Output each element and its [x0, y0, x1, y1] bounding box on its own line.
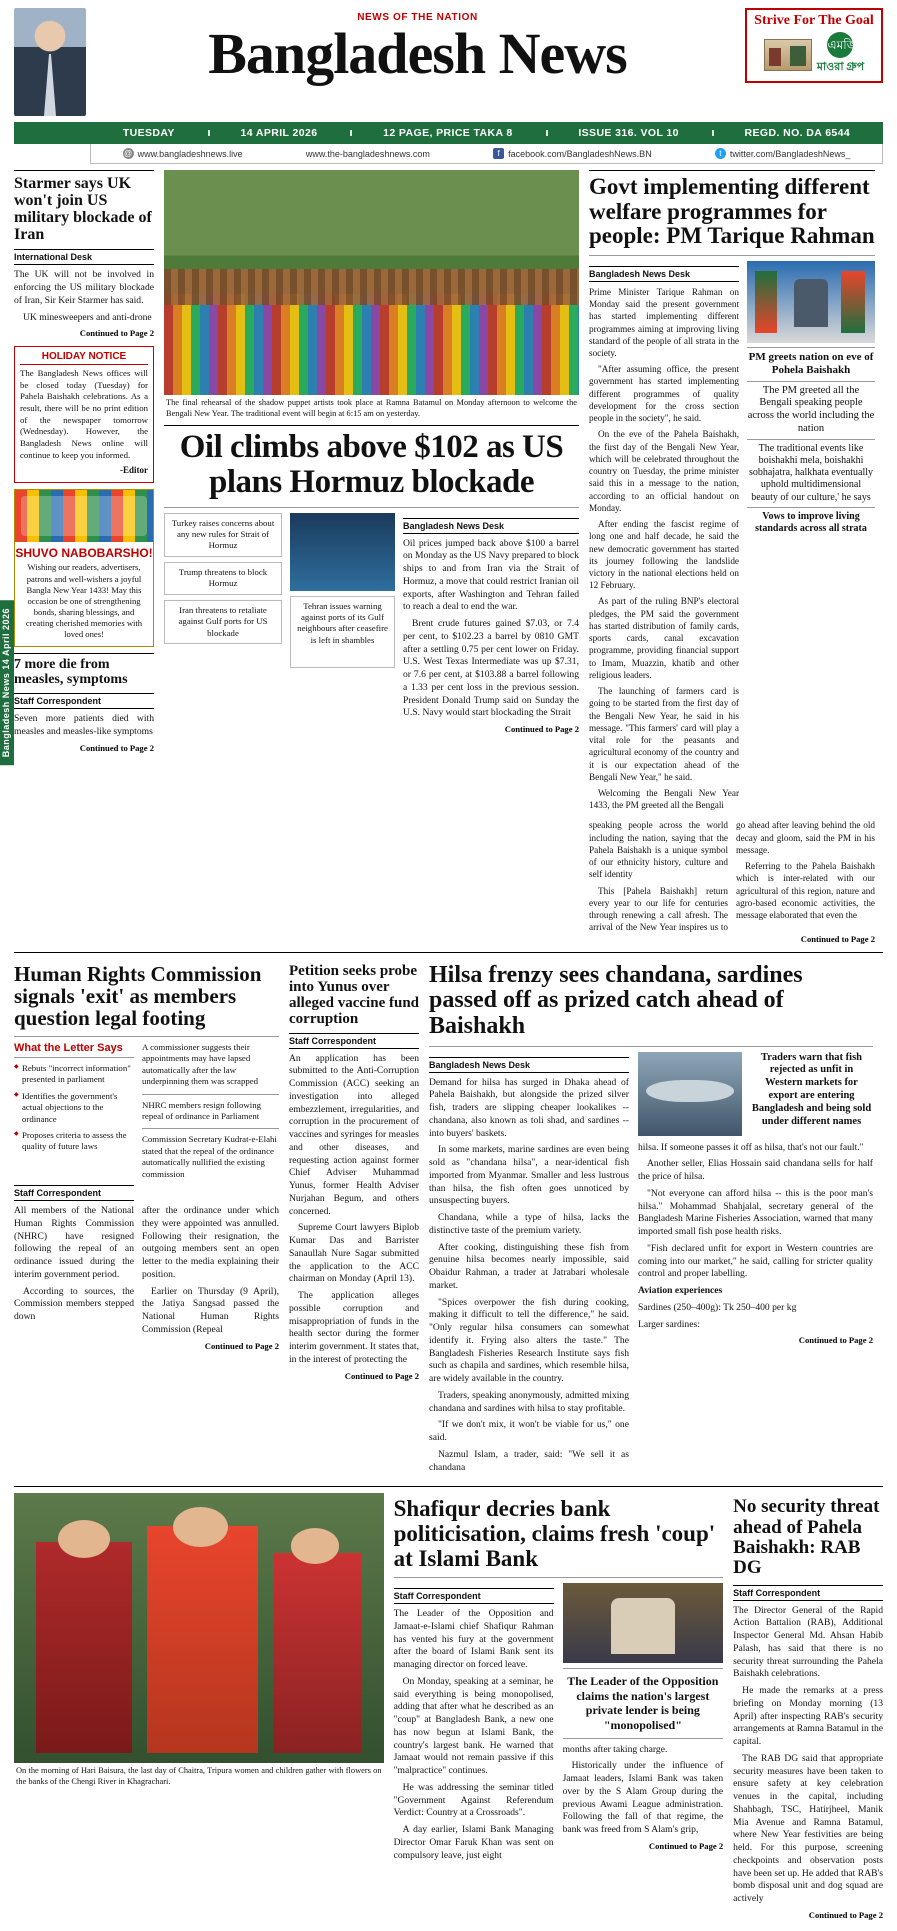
hilsa-byline: Bangladesh News Desk [429, 1057, 629, 1073]
paragraph: "After assuming office, the present government has started implementing different programmes of quality development for the cross section people in the society", he said. [589, 364, 739, 424]
greeting-title: SHUVO NABOBARSHO! [15, 546, 153, 561]
bottom-photo-caption: On the morning of Hari Baisura, the last day of Chaitra, Tripura women and children gather with flowers on the banks of the Chengi River in Khagrachari. [16, 1766, 382, 1786]
rab-body [733, 1605, 883, 1922]
letter-point: ◆ Proposes criteria to assess the quality of future laws [14, 1130, 134, 1153]
bullet-item: Trump threatens to block Hormuz [164, 562, 282, 595]
list-item: Larger sardines: [638, 1318, 700, 1330]
continued-link[interactable]: Continued to Page 2 [504, 724, 579, 735]
pm-sidebar-4: Vows to improve living standards across all strata [755, 510, 867, 534]
paragraph: "If we don't mix, it won't be viable for us," one said. [429, 1419, 629, 1444]
paragraph: Demand for hilsa has surged in Dhaka ahead of Pahela Baishakh, but alongside the prized silver fish, traders are slipping cheaper lookalikes -- chandana, also known as toli shad, and sardines -- into buyers' baskets. [429, 1076, 629, 1139]
paragraph: He was addressing the seminar titled "Government Against Referendum Verdict: Country at a Crossroads". [393, 1781, 554, 1819]
festive-artwork [15, 490, 153, 542]
bottom-section [14, 1493, 883, 1921]
list-item: Sardines (250–400g): Tk 250–400 per kg [638, 1301, 797, 1313]
link-label: facebook.com/BangladeshNews.BN [508, 148, 652, 159]
masthead [14, 8, 883, 116]
petition-headline[interactable]: Petition seeks probe into Yunus over alleged vaccine fund corruption [289, 962, 419, 1027]
continued-link[interactable]: Continued to Page 2 [798, 1335, 873, 1346]
shafiqur-body-1 [394, 1608, 554, 1862]
left-rail [14, 170, 154, 944]
page-title: Bangladesh News [208, 21, 627, 86]
pm-byline: Bangladesh News Desk [589, 266, 739, 282]
paragraph: Chandana, while a type of hilsa, lacks the distinctive taste of the premium variety. [429, 1212, 629, 1236]
shafiqur-columns [394, 1583, 724, 1866]
pm-headline[interactable]: Govt implementing different welfare programmes for people: PM Tarique Rahman [589, 174, 875, 249]
masthead-kicker: NEWS OF THE NATION [357, 12, 478, 23]
continued-link[interactable]: Continued to Page 2 [204, 1340, 279, 1351]
pm-text-col [589, 261, 739, 816]
pm-sidebar-1: PM greets nation on eve of Pohela Baishakh [748, 350, 874, 377]
measles-headline[interactable]: 7 more die from measles, symptoms [14, 656, 128, 687]
bullet-item: Turkey raises concerns about any new rules for Strait of Hormuz [164, 513, 282, 557]
paragraph: On Monday, speaking at a seminar, he said everything is being monopolised, adding that after what he described as an "coup" at Bangladesh Bank, a new one has now begun at Islami Bank, the country's largest bank. He warned that Jamaat would not remain passive if this "malpractice" continues. [393, 1675, 554, 1777]
masthead-ad[interactable] [745, 8, 883, 83]
shafiqur-headline[interactable]: Shafiqur decries bank politicisation, claims fresh 'coup' at Islami Bank [393, 1496, 716, 1571]
hrc-body-col2 [142, 1205, 279, 1352]
paragraph: The Bangladesh News offices will be closed today (Tuesday) for Pahela Baishakh celebrations. As a result, there will be no print edition of the newspaper tomorrow (Wednesday). However, the Bangladesh News online will continue to keep you informed. [20, 367, 148, 460]
pm-photo [747, 261, 875, 343]
continued-link[interactable]: Continued to Page 2 [79, 742, 154, 753]
continued-link[interactable]: Continued to Page 2 [344, 1370, 419, 1381]
shafiqur-pullquote: The Leader of the Opposition claims the nation's largest private lender is being "monopolised" [567, 1674, 719, 1733]
list-title: Aviation experiences [638, 1285, 723, 1297]
hilsa-headline[interactable]: Hilsa frenzy sees chandana, sardines passed off as prized catch ahead of Baishakh [429, 961, 803, 1039]
paragraph: The UK will not be involved in enforcing the US military blockade of Iran, Sir Keir Starmer has said. [14, 269, 154, 306]
paragraph: Oil prices jumped back above $100 a barrel on Monday as the US Navy prepared to block ships to and from Iran via the Strait of Hormuz, a move that could restrict Iranian oil exports, after Washington and Tehran failed to reach a deal to end the war. [403, 537, 579, 613]
rab-article [733, 1493, 883, 1921]
letter-cell: A commissioner suggests their appointments may have lapsed automatically after the law underpinning them was scrapped [142, 1041, 259, 1087]
link-label: www.bangladeshnews.live [137, 148, 243, 159]
hrc-letterbox [14, 1042, 279, 1180]
paragraph: After ending the fascist regime of long one and half decade, he said the new democratic government has started its journey following the landslide victory in the national elections held on 12 February. [589, 519, 739, 591]
paragraph: "Not everyone can afford hilsa -- this is the poor man's hilsa." Mohammad Shahjalal, secretary general of the Bangladesh Marine Fisheries Association, warned that many imported small fish pose health risks. [638, 1187, 873, 1238]
globe-icon: @ [124, 149, 133, 158]
right-column [589, 170, 875, 944]
paragraph: Another seller, Elias Hossain said chandana sells for half the price of hilsa. [638, 1158, 873, 1183]
facebook-icon: f [493, 148, 504, 159]
hilsa-price-list [638, 1285, 873, 1331]
oil-headline[interactable]: Oil climbs above $102 as US plans Hormuz blockade [179, 429, 564, 501]
measles-body [14, 713, 154, 754]
paragraph: According to sources, the Commission members stepped down [14, 1285, 134, 1323]
ad-logo-sub: মাওরা গ্রুপ [816, 61, 865, 73]
tripura-photo [14, 1493, 384, 1763]
edition-vertical-tag: Bangladesh News 14 April 2026 [0, 600, 14, 765]
paragraph: speaking people across the world including the nation, saying that the Pahela Baishakh is a unique symbol of our ethnicity history, culture and self identity [589, 820, 728, 880]
masthead-center [96, 8, 739, 86]
paragraph: An application has been submitted to the Anti-Corruption Commission (ACC) seeking an investigation into alleged embezzlement, irregularities, and corruption in the procurement of vaccines and syringes for measles and other diseases, and requesting action against former Chief Adviser Muhammad Yunus, former Health Adviser Nurjahan Begum, and others concerned. [289, 1052, 420, 1217]
infobar-date: 14 APRIL 2026 [208, 127, 351, 139]
portrait-photo [14, 8, 86, 116]
pm-body-cont [589, 819, 875, 933]
pm-side-col [747, 261, 875, 816]
paragraph: He made the remarks at a press briefing on Monday morning (13 April) after inspecting RAB's security arrangements at Ramna Batamul in the capital. [733, 1685, 883, 1748]
paragraph: Historically under the influence of Jamaat leaders, Islami Bank was taken over by the S Alam Group during the previous Awami League administration. Following the fall of that regime, the bank was freed from S Alam's grip, [562, 1760, 724, 1836]
link-facebook[interactable] [462, 148, 684, 159]
starmer-byline: International Desk [14, 249, 154, 265]
link-label: twitter.com/BangladeshNews_ [729, 148, 851, 159]
oil-photo [290, 513, 395, 591]
top-section [14, 170, 883, 944]
weblinks-bar[interactable] [90, 144, 883, 164]
oil-byline: Bangladesh News Desk [403, 518, 579, 534]
edition-infobar [14, 122, 883, 144]
hilsa-body-1 [429, 1077, 629, 1475]
infobar-pages-price: 12 PAGE, PRICE TAKA 8 [350, 127, 545, 139]
pm-body [589, 286, 739, 812]
oil-bullets [164, 513, 282, 736]
oil-text [403, 513, 579, 736]
paragraph: A day earlier, Islami Bank Managing Director Omar Faruk Khan was sent on compulsory leave, just eight [393, 1824, 554, 1861]
paragraph: UK minesweepers and anti-drone [23, 311, 152, 323]
shafiqur-byline: Staff Correspondent [394, 1588, 554, 1604]
infobar-issue: ISSUE 316. VOL 10 [546, 127, 712, 139]
lead-photo-caption: The final rehearsal of the shadow puppet artists took place at Ramna Batamul on Monday afternoon to welcome the Bengali New Year. The traditional event will begin at 6:15 am on yesterday. [166, 398, 577, 418]
notice-sign: -Editor [120, 465, 148, 476]
hilsa-columns [429, 1052, 873, 1479]
shafiqur-body-2 [563, 1744, 724, 1853]
paragraph: In some markets, marine sardines are even being sold as "chandana hilsa", a near-identical fish imported from Myanmar. Smaller and less lustrous than hilsa, the fish often goes unnoticed by unsuspecting buyers. [429, 1144, 629, 1207]
paragraph: "Fish declared unfit for export in Western countries are coming into our market," he said, calling for stricter quality control and proper labelling. [638, 1242, 873, 1280]
masthead-photo-wrap [14, 8, 90, 116]
letter-point: ◆ Rebuts "incorrect information" presented in parliament [14, 1063, 134, 1086]
pm-sidebar-2: The PM greeted all the Bengali speaking people across the world including the nation [747, 384, 875, 435]
middle-section [14, 959, 883, 1479]
letter-points [14, 1063, 134, 1153]
oil-article [164, 513, 579, 736]
oil-body [403, 538, 579, 736]
hilsa-photo [638, 1052, 742, 1136]
pm-article [589, 261, 875, 816]
paragraph: Brent crude futures gained $7.03, or 7.4 per cent, to $102.23 a barrel by 0810 GMT after a settling 0.75 per cent lower on Friday. U.S. West Texas Intermediate was up $7.31, or 7.6 per cent, at $103.88 a barrel following a 1.33 per cent loss in the previous session. President Donald Trump said on Sunday the U.S. Navy would start blockading the Strait [403, 618, 579, 719]
bottom-photo-block [14, 1493, 384, 1921]
paragraph: Seven more patients died with measles and measles-like symptoms [14, 713, 154, 738]
rab-byline: Staff Correspondent [733, 1585, 883, 1601]
pm-sidebar-3: The traditional events like boishakhi mela, boishakhi sobhajatra, halkhata eventually uphold multidimensional beauty of our culture,' he says [748, 442, 874, 503]
paragraph: after the ordinance under which they were appointed was annulled. Following their resignation, the outgoing members sent an open letter to the media explaining their position. [142, 1205, 279, 1280]
ad-logo [817, 32, 864, 77]
infobar-regd: REGD. NO. DA 6544 [712, 127, 883, 139]
paragraph: hilsa. If someone passes it off as hilsa, that's not our fault." [638, 1141, 864, 1153]
hrc-headline[interactable]: Human Rights Commission signals 'exit' as members question legal footing [14, 961, 262, 1031]
paragraph: Earlier on Thursday (9 April), the Jatiya Sangsad passed the National Human Rights Commission (Repeal [142, 1285, 279, 1335]
bullet-item: Iran threatens to retaliate against Gulf ports for US blockade [164, 600, 282, 644]
paragraph: months after taking charge. [562, 1743, 668, 1755]
ad-body [751, 32, 877, 77]
ad-title: Strive For The Goal [754, 13, 874, 28]
starmer-body [14, 269, 154, 339]
paragraph: Referring to the Pahela Baishakh which is inter-related with our agricultural of this region, nature and agro-based economic activities, the message elaborated that even the [736, 861, 875, 921]
shafiqur-photo [563, 1583, 724, 1663]
paragraph: "Spices overpower the fish during cooking, making it difficult to tell the difference," he said. "Only regular hilsa consumers can somewhat identify it. Frying also alters the taste." The Bangladesh Fisheries Research Institute says fish such as chapila and sardines, which resemble hilsa, are widely available in the country. [429, 1296, 629, 1385]
notice-body [20, 368, 148, 477]
hilsa-top [638, 1052, 873, 1136]
link-twitter[interactable] [683, 148, 882, 159]
link-label: www.the-bangladeshnews.com [305, 148, 430, 159]
holiday-notice [14, 346, 154, 483]
link-website-live[interactable] [91, 148, 274, 159]
paragraph: The launching of farmers card is going to be started from the first day of the Bengali New Year, he said in his message. "This farmers' card will play a vital role for the peasants and agricultural economy of the country and it is our expectation ahead of the Bengali New Year," he said. [589, 686, 739, 782]
link-website-com[interactable] [274, 149, 461, 159]
paragraph: The Leader of the Opposition and Jamaat-e-Islami chief Shafiqur Rahman has vented his fury at the government after the board of Islami Bank sent its managing director on forced leave. [393, 1608, 554, 1671]
letter-point: ◆ Identifies the government's actual objections to the ordinance [14, 1091, 134, 1125]
paragraph: The RAB DG said that appropriate security measures have been taken to ensure safety at key celebration venues in the capital, including Shahbagh, TSC, Hatirjheel, Manik Mia Avenue and Ramna Batamul, where New Year festivities are being held. For this purpose, screening checkpoints and observation posts have been set up. He added that RAB's bomb disposal unit and dog squad are actively [733, 1752, 883, 1905]
paragraph: The Director General of the Rapid Action Battalion (RAB), Additional Inspector General Md. Ahsan Habib Palash, has said that there is no security threat surrounding the Pahela Baishakh celebrations. [733, 1604, 883, 1680]
paragraph: Traders, speaking anonymously, admitted mixing chandana and sardines with hilsa to stay profitable. [429, 1389, 629, 1414]
oil-photo-wrap [290, 513, 395, 736]
starmer-headline[interactable]: Starmer says UK won't join US military blockade of Iran [14, 175, 152, 244]
hrc-body-col1 [14, 1205, 134, 1352]
continued-link[interactable]: Continued to Page 2 [648, 1840, 724, 1851]
continued-link[interactable]: Continued to Page 2 [79, 328, 154, 339]
paragraph: After cooking, distinguishing these fish from genuine hilsa becomes nearly impossible, said Obaidur Rahman, a trader at Jatrabari wholesale market. [429, 1241, 629, 1291]
infobar-day: TUESDAY [122, 127, 175, 139]
ad-box[interactable] [745, 8, 883, 83]
shafiqur-article [394, 1493, 724, 1921]
notice-title: HOLIDAY NOTICE [20, 351, 148, 365]
oil-side-bullet: Tehran issues warning against ports of its Gulf neighbours after ceasefire is left in shambles [290, 596, 395, 668]
hrc-body [14, 1205, 279, 1352]
hrc-article [14, 959, 279, 1479]
paragraph: All members of the National Human Rights Commission (NHRC) have resigned following the repeal of an ordinance issued during the interim government period. [14, 1205, 134, 1280]
new-year-greeting [14, 489, 154, 646]
paragraph: Supreme Court lawyers Biplob Kumar Das and Barrister Sanaullah Nure Sagar submitted the application to the ACC chairman on Monday (April 13). [289, 1222, 419, 1285]
measles-byline: Staff Correspondent [14, 693, 154, 709]
letter-cell: Commission Secretary Kudrat-e-Elahi stated that the repeal of the ordinance automatically nullified the existing commission [142, 1134, 277, 1179]
hilsa-body-2 [638, 1142, 873, 1282]
paragraph: Nazmul Islam, a trader, said: "We sell it as chandana [429, 1448, 629, 1473]
twitter-icon: t [715, 148, 726, 159]
shafiqur-col2 [563, 1583, 724, 1866]
hilsa-article [429, 959, 873, 1479]
petition-body [289, 1053, 419, 1382]
hrc-byline: Staff Correspondent [14, 1185, 134, 1201]
ad-image [764, 39, 812, 71]
paragraph: Prime Minister Tarique Rahman on Monday said the present government has started implementing different programmes aiming at improving living standard of the people of all strata in the society. [589, 286, 739, 358]
paragraph: The application alleges possible corruption and misappropriation of funds in the health sector during the former interim government. It states that, in the interest of protecting the [289, 1290, 419, 1365]
rab-headline[interactable]: No security threat ahead of Pahela Baishakh: RAB DG [733, 1496, 880, 1579]
petition-byline: Staff Correspondent [289, 1033, 419, 1049]
greeting-text: Wishing our readers, advertisers, patrons and well-wishers a joyful Bangla New Year 1433! May this occasion be one of strengthening bonds, sharing blessings, and creating cherished memories with loved ones! [25, 562, 143, 640]
hrc-letter-left [14, 1042, 134, 1180]
paragraph: As part of the ruling BNP's electoral pledges, the PM said the government has started distribution of family cards, sports cards, canal excavation programme, providing financial support to Imam, Muazzin, khatib and other religious leaders. [589, 596, 739, 680]
continued-link[interactable]: Continued to Page 2 [800, 933, 875, 944]
hilsa-sidebar: Traders warn that fish rejected as unfit in Western markets for export are entering Bangladesh and being sold under different names [751, 1051, 872, 1127]
paragraph: On the eve of the Pahela Baishakh, the first day of the Bengali New Year, which will be celebrated throughout the country on Tuesday, the prime minister said this in a message to the nation, according to an official handout on Monday. [589, 429, 739, 513]
letter-title: What the Letter Says [14, 1041, 123, 1054]
ad-logo-mark: এমজি [827, 32, 853, 58]
lead-photo [164, 170, 579, 395]
petition-article [289, 959, 419, 1479]
continued-link[interactable]: Continued to Page 2 [808, 1909, 883, 1920]
letter-cell: NHRC members resign following repeal of ordinance in Parliament [142, 1099, 261, 1122]
center-column [164, 170, 579, 944]
paragraph: Welcoming the Bengali New Year 1433, the PM greeted all the Bengali [589, 787, 739, 811]
hilsa-col1 [429, 1052, 629, 1479]
paragraph: This [Pahela Baishakh] return every year to our life for centuries through renewing a call afresh. The arrival of the New Year inspires us to go ahead after leaving behind the old decay and gloom, said the PM in his message. [589, 820, 875, 933]
hilsa-col2 [638, 1052, 873, 1479]
shafiqur-col1 [394, 1583, 554, 1866]
hrc-letter-right [142, 1042, 279, 1180]
